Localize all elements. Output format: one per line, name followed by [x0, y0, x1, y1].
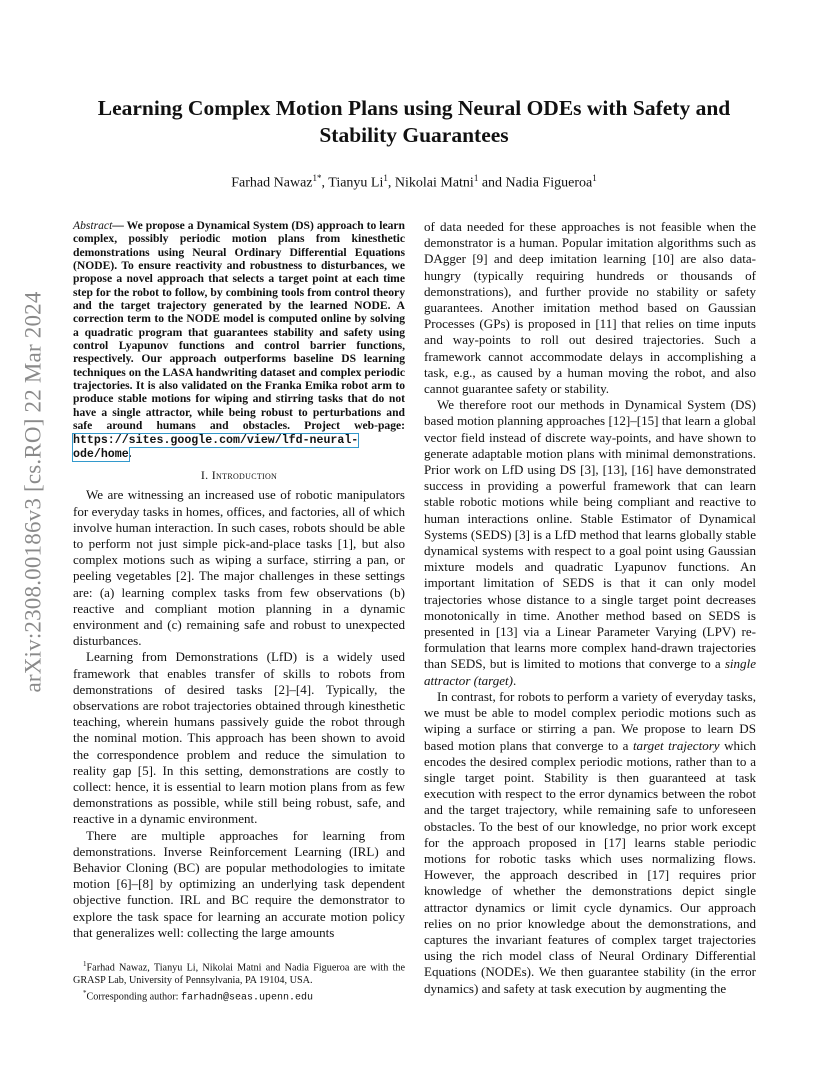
emphasized-text: target trajectory — [632, 737, 720, 753]
footnote-mark: * — [83, 989, 87, 998]
arxiv-identifier-stamp — [14, 282, 54, 702]
paragraph-text: which encodes the desired complex periodic motions, rather than to a single target point. Stability is then guaranteed at task execution with respect to the error dynamics between the robot and the target trajectory, while remaining safe to unforeseen obstacles. To the best of our knowledge, no prior work except for the approach proposed in [17] learns stable periodic motions for robotic tasks which uses normalizing flows. However, the approach described in [17] requires prior knowledge of whether the demonstrations depict single attractor dynamics or limit cycle dynamics. Our approach relies on no prior knowledge about the demonstrations, and captures the invariant features of complex target trajectories using the rich model class of Neural Ordinary Differential Equations (NODEs). We then guarantee stability (in the error dynamics) and safety at task execution by augmenting the — [424, 737, 756, 996]
abstract-text: We propose a Dynamical System (DS) approach to learn complex, possibly periodic motion plans from kinesthetic demonstrations using Neural Ordinary Differential Equations (NODE). To ensure reactivity and robustness to disturbances, we propose a novel approach that selects a target point at each time step for the robot to follow, by combining tools from control theory and the target trajectory generated by the learned NODE. A correction term to the NODE model is computed online by solving a quadratic program that guarantees stability and safety using control Lyapunov functions and control barrier functions, respectively. Our approach outperforms baseline DS learning techniques on the LASA handwriting dataset and complex periodic trajectories. It is also validated on the Franka Emika robot arm to produce stable motions for wiping and stirring tasks that do not have a single attractor, while being robust to perturbations and safe around humans and obstacles. Project web-page: — [73, 219, 405, 433]
right-column — [424, 219, 756, 997]
abstract-label: Abstract — [73, 219, 113, 232]
left-column — [73, 219, 405, 941]
author-name: and Nadia Figueroa — [478, 175, 593, 191]
corresponding-email-link[interactable]: farhadn@seas.upenn.edu — [181, 992, 314, 1004]
emphasized-text: single attractor (target) — [424, 656, 756, 688]
author-affiliation-mark: 1 — [383, 173, 388, 183]
footnote-text: Farhad Nawaz, Tianyu Li, Nikolai Matni and Nadia Figueroa are with the GRASP Lab, University of Pennsylvania, PA 19104, USA. — [73, 962, 405, 986]
intro-paragraph: There are multiple approaches for learning from demonstrations. Inverse Reinforcement Learning (IRL) and Behavior Cloning (BC) are popular methodologies to imitate motion [6]–[8] by optimizing an underlying task dependent objective function. IRL and BC require the demonstrator to explore the task space for learning an accurate motion policy that generalizes well: collecting the large amounts — [73, 827, 405, 940]
author-list — [70, 173, 758, 192]
author-name: , Tianyu Li — [321, 175, 384, 191]
arxiv-stamp-text: arXiv:2308.00186v3 [cs.RO] 22 Mar 2024 — [21, 291, 47, 693]
project-webpage-link[interactable]: https://sites.google.com/view/lfd-neural-ode/home — [73, 433, 359, 461]
footnote-text: Corresponding author: — [86, 991, 182, 1003]
author-name: , Nikolai Matni — [387, 175, 474, 191]
paragraph-text: In contrast, for robots to perform a variety of everyday tasks, we must be able to model complex periodic motions such as wiping a surface or stirring a pan. We propose to learn DS based motion plans that converge to a — [424, 688, 756, 753]
intro-paragraph: Learning from Demonstrations (LfD) is a widely used framework that enables transfer of skills to robots from demonstrations of desired tasks [2]–[4]. Typically, the observations are robot trajectories obtained through kinesthetic teaching, wherein humans passively guide the robot through the nominal motion. This approach has been shown to avoid the correspondence problem and reduce the simulation to reality gap [5]. In this setting, demonstrations are costly to collect: hence, it is essential to learn motion plans from as few demonstrations as possible, while still being robust, safe, and reactive in a dynamic environment. — [73, 649, 405, 827]
section-heading-introduction — [73, 467, 405, 483]
intro-paragraph: of data needed for these approaches is not feasible when the demonstrator is a human. Popular imitation algorithms such as DAgger [9] and deep imitation learning [10] are also data-hungry (typically requiring hundreds or thousands of demonstrations), and further provide no stability or safety guarantees. Another imitation method based on Gaussian Processes (GPs) is proposed in [11] that relies on time inputs and way-points to roll out desired trajectories. Such a framework cannot accommodate delays in accomplishing a task, e.g., as caused by a human moving the robot, and also cannot guarantee safety or stability. — [424, 219, 756, 397]
intro-paragraph: We are witnessing an increased use of robotic manipulators for everyday tasks in homes, offices, and factories, all of which involve human interaction. In such cases, robots should be able to perform not just simple pick-and-place tasks [1], but also complex motions such as wiping a surface, stirring a pan, or peeling vegetables [2]. The major challenges in these settings are: (a) learning complex tasks from few observations (b) reactive and compliant motion planning in a dynamic environment and (c) remaining safe and robust to unexpected disturbances. — [73, 487, 405, 649]
author-affiliation-mark: 1* — [312, 173, 322, 183]
intro-paragraph — [424, 397, 756, 689]
abstract-end: . — [128, 446, 132, 460]
footnote-corresponding — [73, 987, 405, 1005]
footnotes — [73, 958, 405, 1005]
section-number: I. — [200, 468, 212, 483]
paragraph-text: We therefore root our methods in Dynamical System (DS) based motion planning approaches [12]–[15] that learn a global vector field instead of discrete way-points, and have shown to generate adaptable motion plans with minimal demonstrations. Prior work on LfD using DS [3], [13], [16] have demonstrated success in providing a powerful framework that can learn stable robotic motions while being compliant and reactive to human interactions online. Stable Estimator of Dynamical Systems (SEDS) [3] is a LfD method that learns globally stable dynamical systems with respect to a goal point using Gaussian mixture models and quadratic Lyapunov functions. An important limitation of SEDS is that it can only model trajectories whose distance to a single target point decreases monotonically in time. Another method based on SEDS is presented in [13] via a Linear Parameter Varying (LPV) re-formulation that learns more complex hand-drawn trajectories than SEDS, but is limited to motions that converge to a — [424, 397, 756, 672]
paper-title: Learning Complex Motion Plans using Neural ODEs with Safety and Stability Guarantees — [97, 96, 731, 147]
abstract — [73, 219, 405, 461]
abstract-dash: — — [112, 219, 127, 232]
author-name: Farhad Nawaz — [231, 175, 313, 191]
section-title: Introduction — [211, 468, 278, 483]
intro-paragraph — [424, 689, 756, 997]
footnote-mark: 1 — [83, 960, 87, 968]
author-affiliation-mark: 1 — [592, 173, 597, 183]
author-affiliation-mark: 1 — [473, 173, 479, 183]
paragraph-text: . — [513, 672, 517, 688]
footnote-affiliation — [73, 958, 405, 987]
